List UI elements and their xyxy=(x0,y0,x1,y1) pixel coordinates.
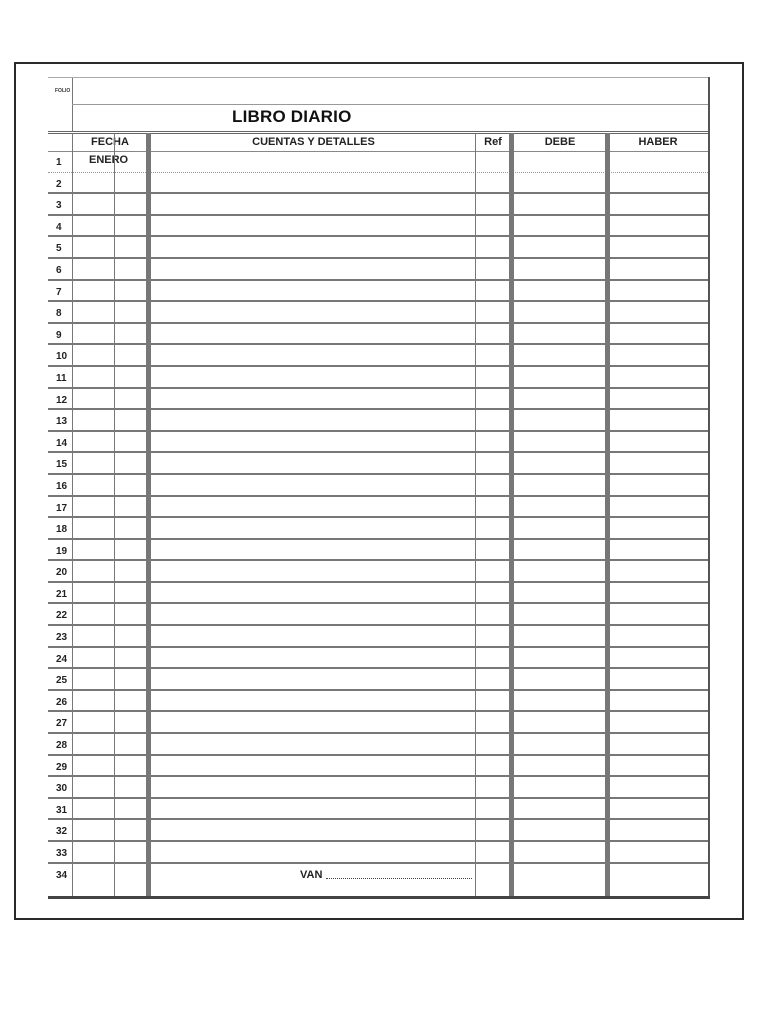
row-number: 29 xyxy=(56,761,68,773)
row-number: 2 xyxy=(56,178,62,190)
row-number: 11 xyxy=(56,372,67,384)
column-rule-haber xyxy=(708,77,710,899)
row-number: 13 xyxy=(56,416,68,428)
row-number: 6 xyxy=(56,264,62,276)
row-number: 5 xyxy=(56,243,62,255)
row-number: 20 xyxy=(56,567,68,579)
carry-forward-label: VAN xyxy=(300,868,323,881)
header-haber: HABER xyxy=(638,136,678,148)
header-ref: Ref xyxy=(484,136,502,148)
folio-label: FOLIO xyxy=(55,88,71,94)
row-number: 7 xyxy=(56,286,62,298)
ledger-sheet xyxy=(48,77,710,899)
header-cuentas-y-detalles: CUENTAS Y DETALLES xyxy=(252,136,375,148)
row-number: 34 xyxy=(56,869,68,881)
column-rule-day xyxy=(114,133,115,899)
row-number: 12 xyxy=(56,394,68,406)
carry-forward-dotted-line xyxy=(326,878,472,879)
row-number: 22 xyxy=(56,610,68,622)
title-guide-line xyxy=(72,104,710,105)
row-number: 23 xyxy=(56,632,68,644)
page-title: LIBRO DIARIO xyxy=(232,107,352,126)
column-rule-number xyxy=(72,133,73,899)
row-number: 19 xyxy=(56,545,68,557)
row-number: 9 xyxy=(56,329,62,341)
folio-column xyxy=(48,78,73,131)
entry-month: ENERO xyxy=(89,154,129,166)
row-number: 17 xyxy=(56,502,68,514)
header-fecha: FECHA xyxy=(91,136,129,148)
row-number: 14 xyxy=(56,437,68,449)
row-number: 15 xyxy=(56,459,68,471)
row-number: 8 xyxy=(56,308,62,320)
bottom-rule xyxy=(48,896,710,899)
row-number: 16 xyxy=(56,480,68,492)
row-number: 28 xyxy=(56,740,68,752)
row-number: 21 xyxy=(56,588,68,600)
row-number: 27 xyxy=(56,718,68,730)
row-number: 25 xyxy=(56,675,68,687)
column-rule-debe xyxy=(605,133,610,899)
row-number: 33 xyxy=(56,848,68,859)
row-number: 24 xyxy=(56,653,68,665)
title-area xyxy=(48,77,710,134)
row-number: 1 xyxy=(56,157,62,168)
row-number: 10 xyxy=(56,351,68,363)
row-number: 32 xyxy=(56,826,68,838)
row-number: 31 xyxy=(56,804,68,816)
column-rule-ref xyxy=(509,133,514,899)
column-rule-cuentas xyxy=(475,133,476,899)
column-rule-fecha xyxy=(146,133,151,899)
row-number: 4 xyxy=(56,221,62,233)
header-debe: DEBE xyxy=(544,136,576,148)
row-number: 3 xyxy=(56,200,62,212)
row-number: 30 xyxy=(56,783,68,795)
row-number: 18 xyxy=(56,524,68,536)
row-number: 26 xyxy=(56,696,68,708)
